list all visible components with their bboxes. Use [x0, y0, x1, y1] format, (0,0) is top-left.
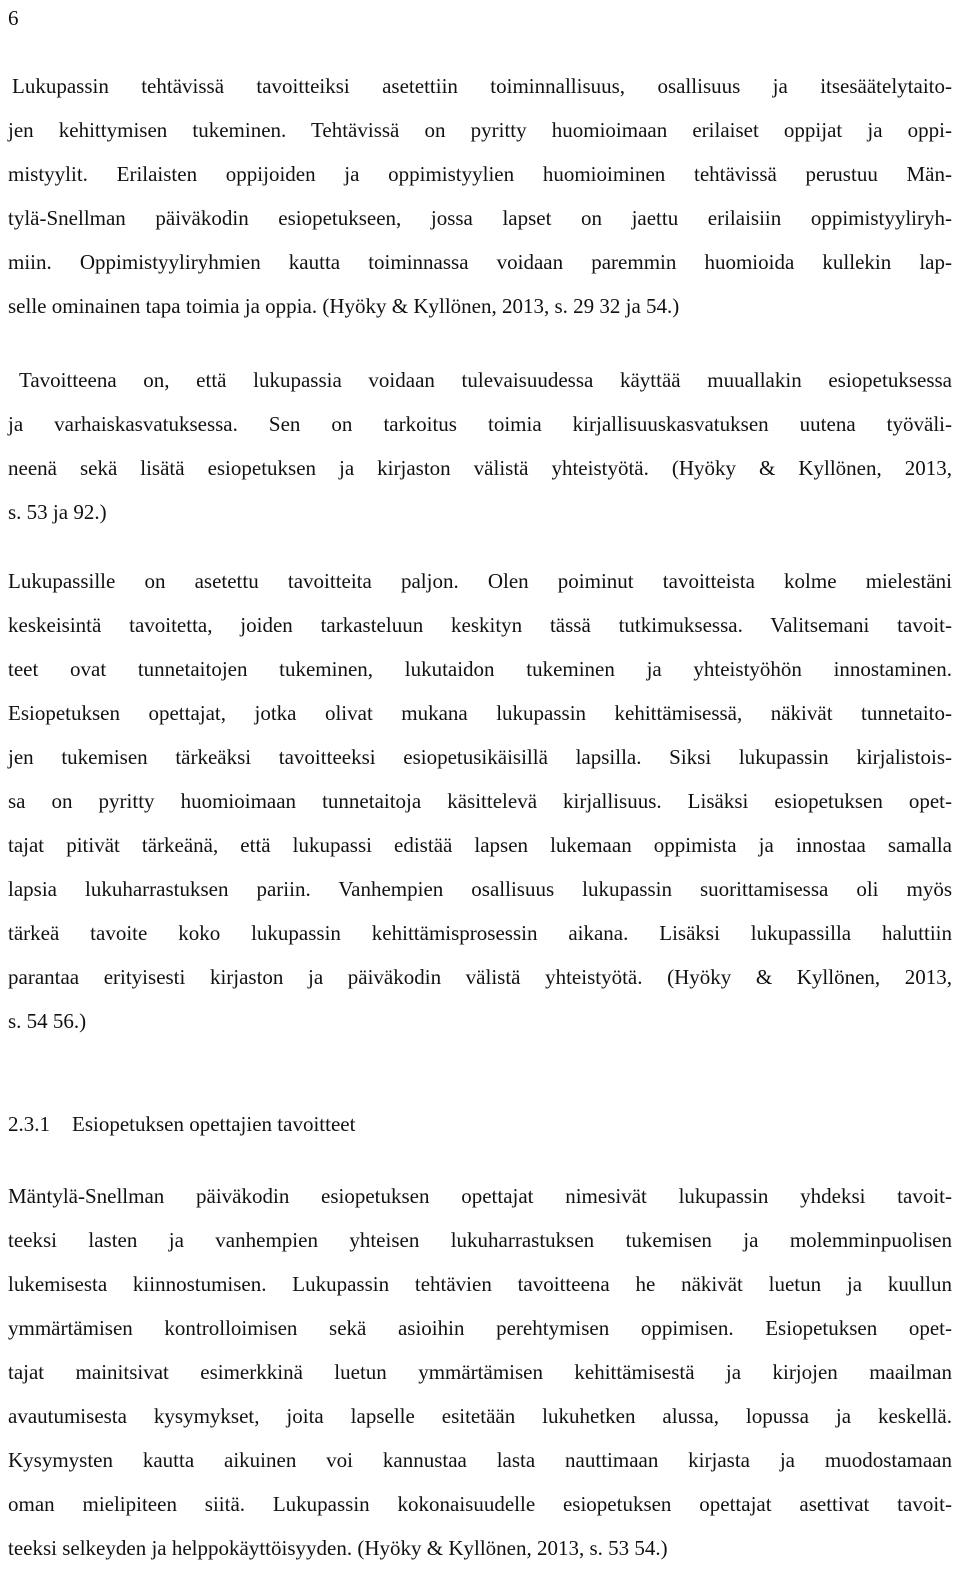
paragraph-line: lapsia lukuharrastuksen pariin. Vanhempien osallisuus lukupassin suorittamisessa oli myös: [8, 877, 952, 901]
paragraph-line: ja varhaiskasvatuksessa. Sen on tarkoitus toimia kirjallisuuskasvatuksen uutena työväli-: [8, 412, 952, 436]
paragraph-line: tylä-Snellman päiväkodin esiopetukseen, jossa lapset on jaettu erilaisiin oppimistyyliryh-: [8, 206, 952, 230]
paragraph-4: [8, 1180, 952, 1576]
paragraph-3: [8, 565, 952, 1049]
section-number: 2.3.1: [8, 1112, 50, 1136]
paragraph-line: s. 53 ja 92.): [8, 500, 107, 524]
paragraph-line: mistyylit. Erilaisten oppijoiden ja oppimistyylien huomioiminen tehtävissä perustuu Män-: [8, 162, 952, 186]
paragraph-line: teet ovat tunnetaitojen tukeminen, lukutaidon tukeminen ja yhteistyöhön innostaminen.: [8, 657, 952, 681]
paragraph-line: Mäntylä-Snellman päiväkodin esiopetuksen opettajat nimesivät lukupassin yhdeksi tavoit-: [8, 1184, 952, 1208]
paragraph-line: teeksi lasten ja vanhempien yhteisen lukuharrastuksen tukemisen ja molemminpuolisen: [8, 1228, 952, 1252]
paragraph-line: lukemisesta kiinnostumisen. Lukupassin tehtävien tavoitteena he näkivät luetun ja kuullun: [8, 1272, 952, 1296]
paragraph-line: parantaa erityisesti kirjaston ja päiväkodin välistä yhteistyötä. (Hyöky & Kyllönen, 2013,: [8, 965, 952, 989]
paragraph-line: oman mielipiteen siitä. Lukupassin kokonaisuudelle esiopetuksen opettajat asettivat tavoit-: [8, 1492, 952, 1516]
paragraph-1: [8, 70, 952, 334]
paragraph-line: jen tukemisen tärkeäksi tavoitteeksi esiopetusikäisillä lapsilla. Siksi lukupassin kirjalistois-: [8, 745, 952, 769]
paragraph-line: miin. Oppimistyyliryhmien kautta toiminnassa voidaan paremmin huomioida kullekin lap-: [8, 250, 952, 274]
paragraph-line: sa on pyritty huomioimaan tunnetaitoja käsittelevä kirjallisuus. Lisäksi esiopetuksen opet-: [8, 789, 952, 813]
paragraph-line: neenä sekä lisätä esiopetuksen ja kirjaston välistä yhteistyötä. (Hyöky & Kyllönen, 2013,: [8, 456, 952, 480]
paragraph-line: avautumisesta kysymykset, joita lapselle esitetään lukuhetken alussa, lopussa ja keskellä.: [8, 1404, 952, 1428]
paragraph-line: s. 54 56.): [8, 1009, 87, 1033]
paragraph-line: jen kehittymisen tukeminen. Tehtävissä on pyritty huomioimaan erilaiset oppijat ja oppi-: [8, 118, 952, 142]
paragraph-line: tajat pitivät tärkeänä, että lukupassi edistää lapsen lukemaan oppimista ja innostaa samalla: [8, 833, 952, 857]
paragraph-2: [8, 364, 952, 540]
paragraph-line: Esiopetuksen opettajat, jotka olivat mukana lukupassin kehittämisessä, näkivät tunnetaito-: [8, 701, 952, 725]
section-heading: [8, 1108, 355, 1140]
paragraph-line: ymmärtämisen kontrolloimisen sekä asioihin perehtymisen oppimisen. Esiopetuksen opet-: [8, 1316, 952, 1340]
paragraph-line: tärkeä tavoite koko lukupassin kehittämisprosessin aikana. Lisäksi lukupassilla haluttiin: [8, 921, 952, 945]
paragraph-line: selle ominainen tapa toimia ja oppia. (Hyöky & Kyllönen, 2013, s. 29 32 ja 54.): [8, 294, 680, 318]
page-number: 6: [8, 6, 19, 30]
paragraph-line: Lukupassille on asetettu tavoitteita paljon. Olen poiminut tavoitteista kolme mielestäni: [8, 569, 952, 593]
paragraph-line: tajat mainitsivat esimerkkinä luetun ymmärtämisen kehittämisestä ja kirjojen maailman: [8, 1360, 952, 1384]
section-title: Esiopetuksen opettajien tavoitteet: [72, 1112, 356, 1136]
paragraph-line: keskeisintä tavoitetta, joiden tarkasteluun keskityn tässä tutkimuksessa. Valitsemani tavoit-: [8, 613, 952, 637]
paragraph-line: Lukupassin tehtävissä tavoitteiksi asetettiin toiminnallisuus, osallisuus ja itsesäätelytaito-: [12, 74, 952, 98]
paragraph-line: teeksi selkeyden ja helppokäyttöisyyden. (Hyöky & Kyllönen, 2013, s. 53 54.): [8, 1536, 668, 1560]
paragraph-line: Tavoitteena on, että lukupassia voidaan tulevaisuudessa käyttää muuallakin esiopetuksessa: [19, 368, 952, 392]
paragraph-line: Kysymysten kautta aikuinen voi kannustaa lasta nauttimaan kirjasta ja muodostamaan: [8, 1448, 952, 1472]
